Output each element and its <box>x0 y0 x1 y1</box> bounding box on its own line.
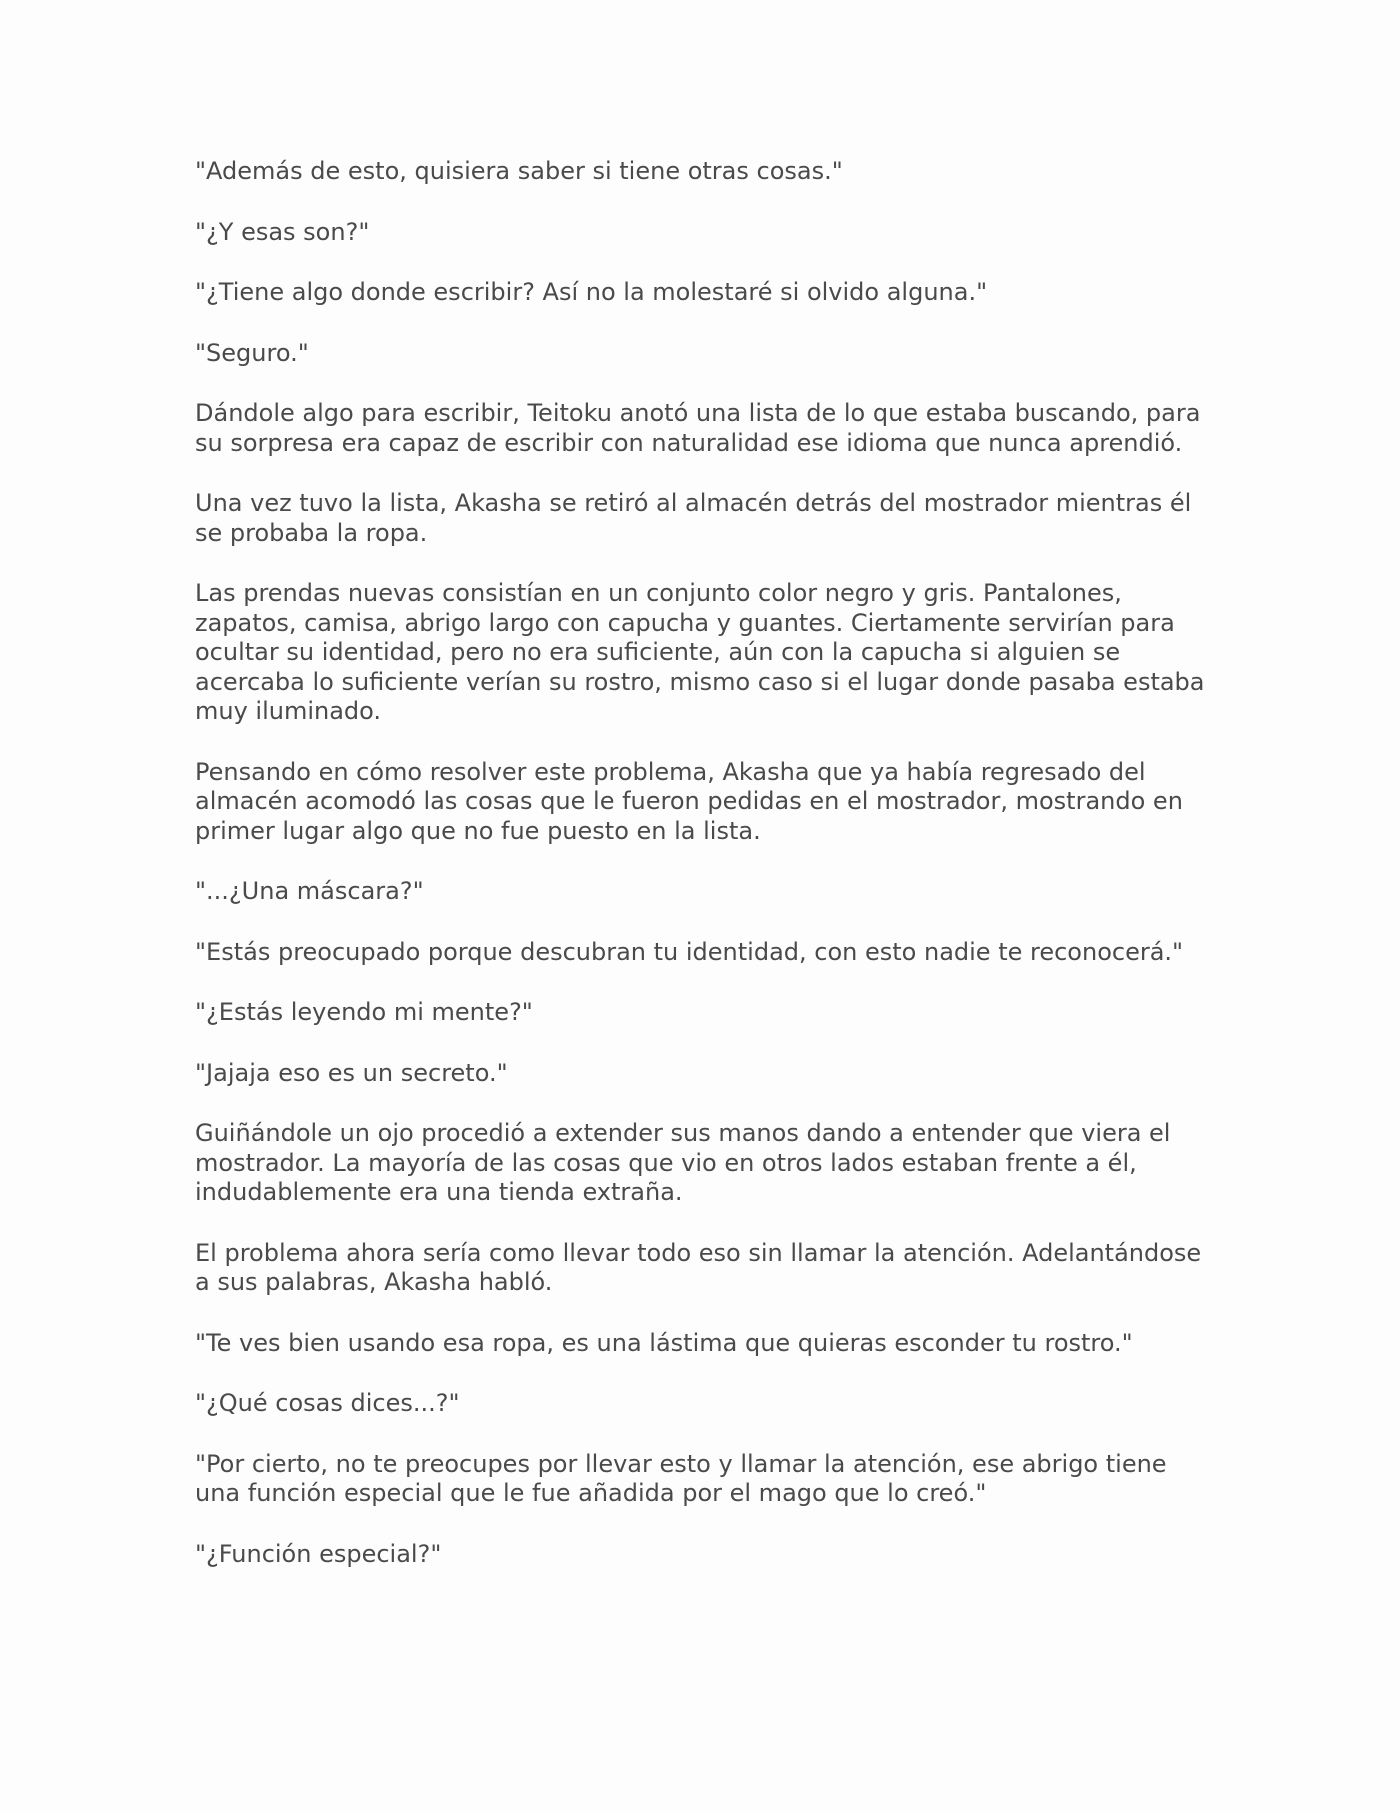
paragraph: "...¿Una máscara?" <box>195 877 424 905</box>
paragraph: "Estás preocupado porque descubran tu identidad, con esto nadie te reconocerá." <box>195 937 1184 966</box>
paragraph: "Te ves bien usando esa ropa, es una lástima que quieras esconder tu rostro." <box>195 1328 1133 1357</box>
paragraph: "¿Y esas son?" <box>195 217 370 246</box>
paragraph: "¿Tiene algo donde escribir? Así no la molestaré si olvido alguna." <box>195 278 988 306</box>
paragraph: Una vez tuvo la lista, Akasha se retiró al almacén detrás del mostrador mientras él se probaba la ropa. <box>195 489 1192 547</box>
paragraph: "¿Función especial?" <box>195 1539 442 1568</box>
paragraph: El problema ahora sería como llevar todo eso sin llamar la atención. Adelantándose a sus palabras, Akasha habló. <box>195 1238 1202 1296</box>
paragraph: Dándole algo para escribir, Teitoku anotó una lista de lo que estaba buscando, para su sorpresa era capaz de escribir con naturalidad ese idioma que nunca aprendió. <box>195 399 1201 457</box>
paragraph: "Además de esto, quisiera saber si tiene otras cosas." <box>195 157 843 185</box>
paragraph: "Por cierto, no te preocupes por llevar esto y llamar la atención, ese abrigo tiene una función especial que le fue añadida por el mago que lo creó." <box>195 1449 1167 1507</box>
paragraph: "Jajaja eso es un secreto." <box>195 1058 508 1087</box>
document-page <box>195 157 1210 1600</box>
paragraph: Pensando en cómo resolver este problema, Akasha que ya había regresado del almacén acomodó las cosas que le fueron pedidas en el mostrador, mostrando en primer lugar algo que no fue puesto en la lista. <box>195 757 1183 845</box>
paragraph: "Seguro." <box>195 338 309 367</box>
paragraph: "¿Qué cosas dices...?" <box>195 1389 460 1417</box>
paragraph: Las prendas nuevas consistían en un conjunto color negro y gris. Pantalones, zapatos, camisa, abrigo largo con capucha y guantes. Ciertamente servirían para ocultar su identidad, pero no era suficiente, aún con la capucha si alguien se acercaba lo suficiente verían su rostro, mismo caso si el lugar donde pasaba estaba muy iluminado. <box>195 579 1205 725</box>
paragraph: Guiñándole un ojo procedió a extender sus manos dando a entender que viera el mostrador. La mayoría de las cosas que vio en otros lados estaban frente a él, indudablemente era una tienda extraña. <box>195 1119 1171 1206</box>
paragraph: "¿Estás leyendo mi mente?" <box>195 998 533 1026</box>
